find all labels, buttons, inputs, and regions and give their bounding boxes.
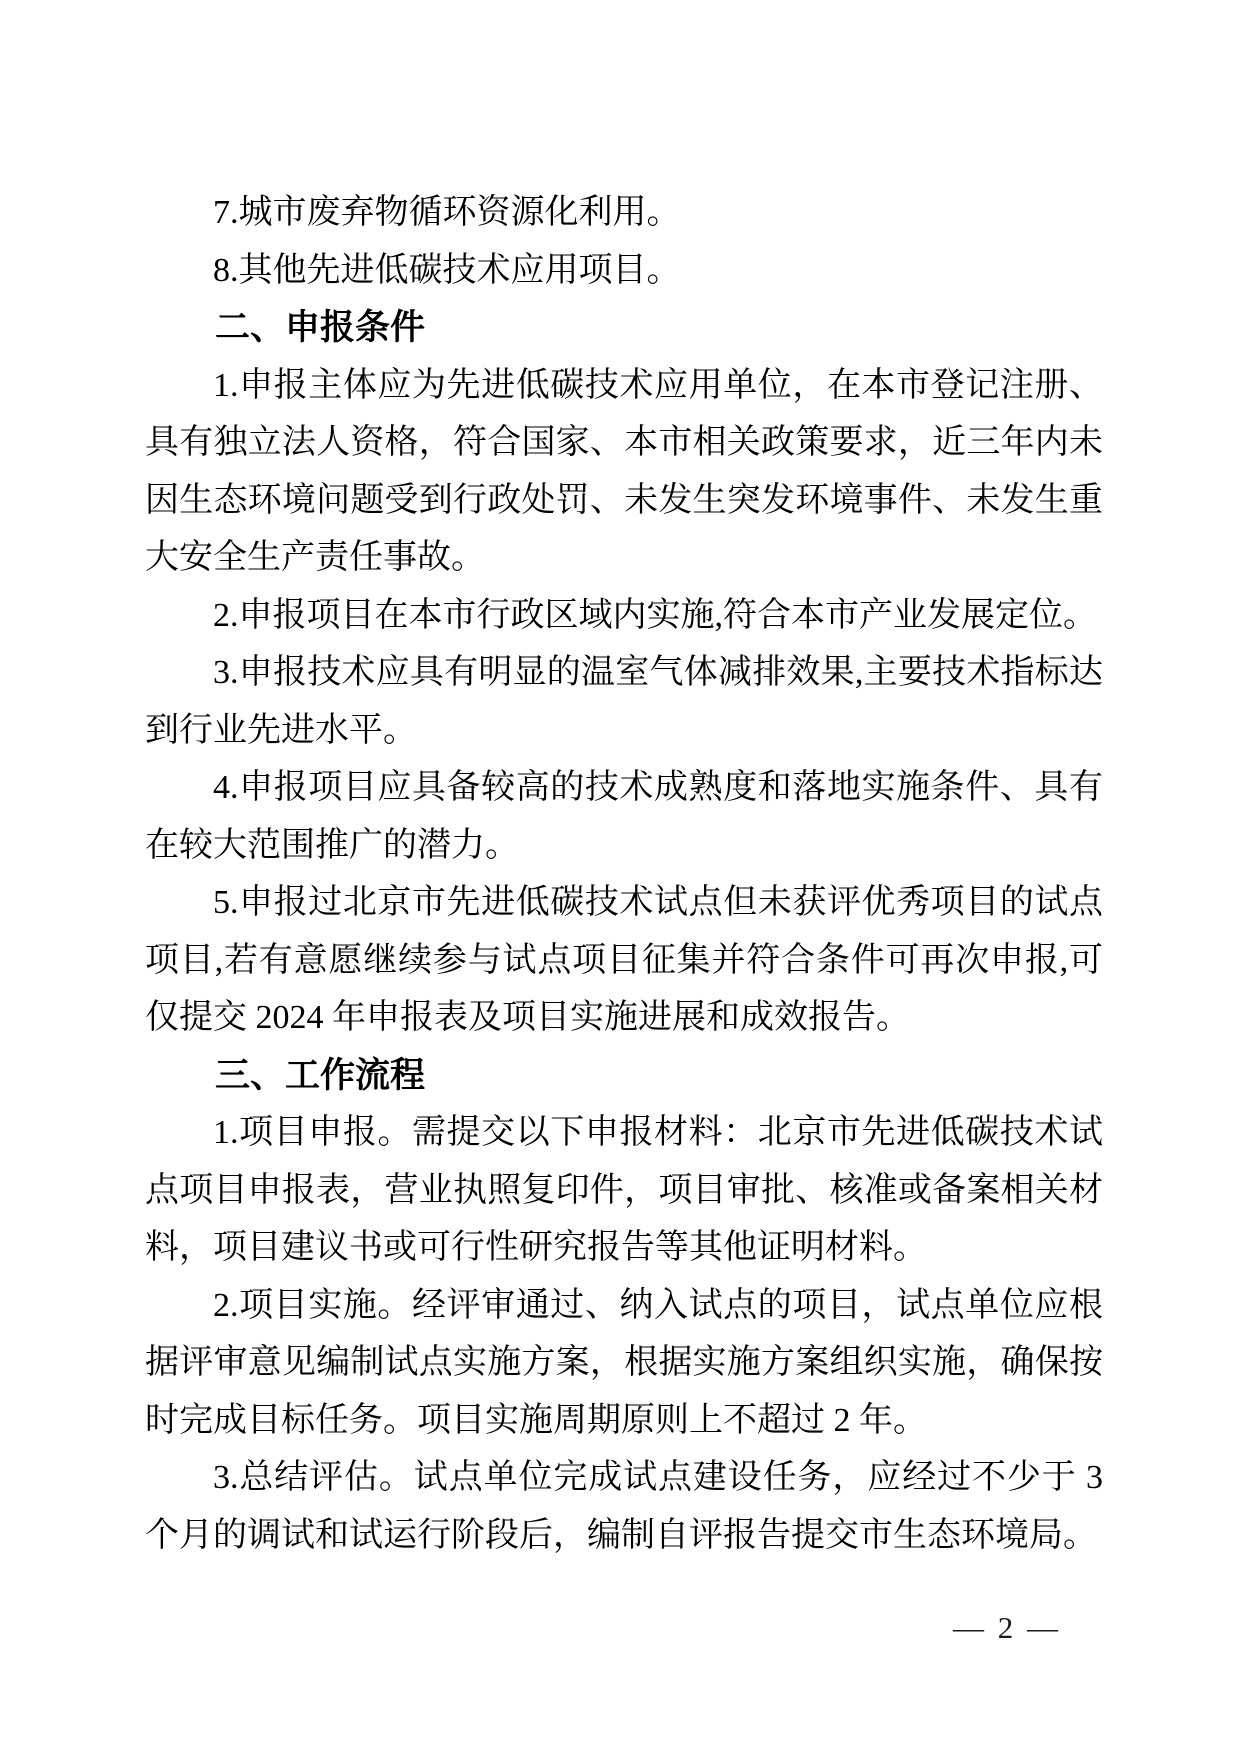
section-heading-work-process: 三、工作流程 — [215, 1055, 426, 1095]
paragraph-process-1: 1.项目申报。需提交以下申报材料：北京市先进低碳技术试点项目申报表，营业执照复印件，项目审批、核准或备案相关材料，项目建议书或可行性研究报告等其他证明材料。 — [145, 1114, 1103, 1266]
list-item-7: 7.城市废弃物循环资源化利用。 — [213, 194, 681, 231]
paragraph-condition-1: 1.申报主体应为先进低碳技术应用单位，在本市登记注册、具有独立法人资格，符合国家、本市相关政策要求，近三年内未因生态环境问题受到行政处罚、未发生突发环境事件、未发生重大安全生产责任事故。 — [145, 366, 1103, 576]
paragraph-condition-3: 3.申报技术应具有明显的温室气体减排效果,主要技术指标达到行业先进水平。 — [145, 654, 1103, 749]
list-item-8: 8.其他先进低碳技术应用项目。 — [213, 251, 681, 289]
paragraph-process-3: 3.总结评估。试点单位完成试点建设任务，应经过不少于 3 个月的调试和试运行阶段后，编制自评报告提交市生态环境局。 — [145, 1459, 1103, 1554]
section-heading-application-conditions: 二、申报条件 — [215, 308, 426, 347]
paragraph-condition-2: 2.申报项目在本市行政区域内实施,符合本市产业发展定位。 — [213, 596, 1097, 634]
paragraph-condition-5: 5.申报过北京市先进低碳技术试点但未获评优秀项目的试点项目,若有意愿继续参与试点项目征集并符合条件可再次申报,可仅提交 2024 年申报表及项目实施进展和成效报告。 — [145, 884, 1103, 1036]
document-body — [145, 184, 1103, 1564]
page-number: — 2 — — [953, 1610, 1058, 1645]
paragraph-condition-4: 4.申报项目应具备较高的技术成熟度和落地实施条件、具有在较大范围推广的潜力。 — [145, 769, 1103, 864]
paragraph-process-2: 2.项目实施。经评审通过、纳入试点的项目，试点单位应根据评审意见编制试点实施方案，根据实施方案组织实施，确保按时完成目标任务。项目实施周期原则上不超过 2 年。 — [145, 1286, 1103, 1439]
